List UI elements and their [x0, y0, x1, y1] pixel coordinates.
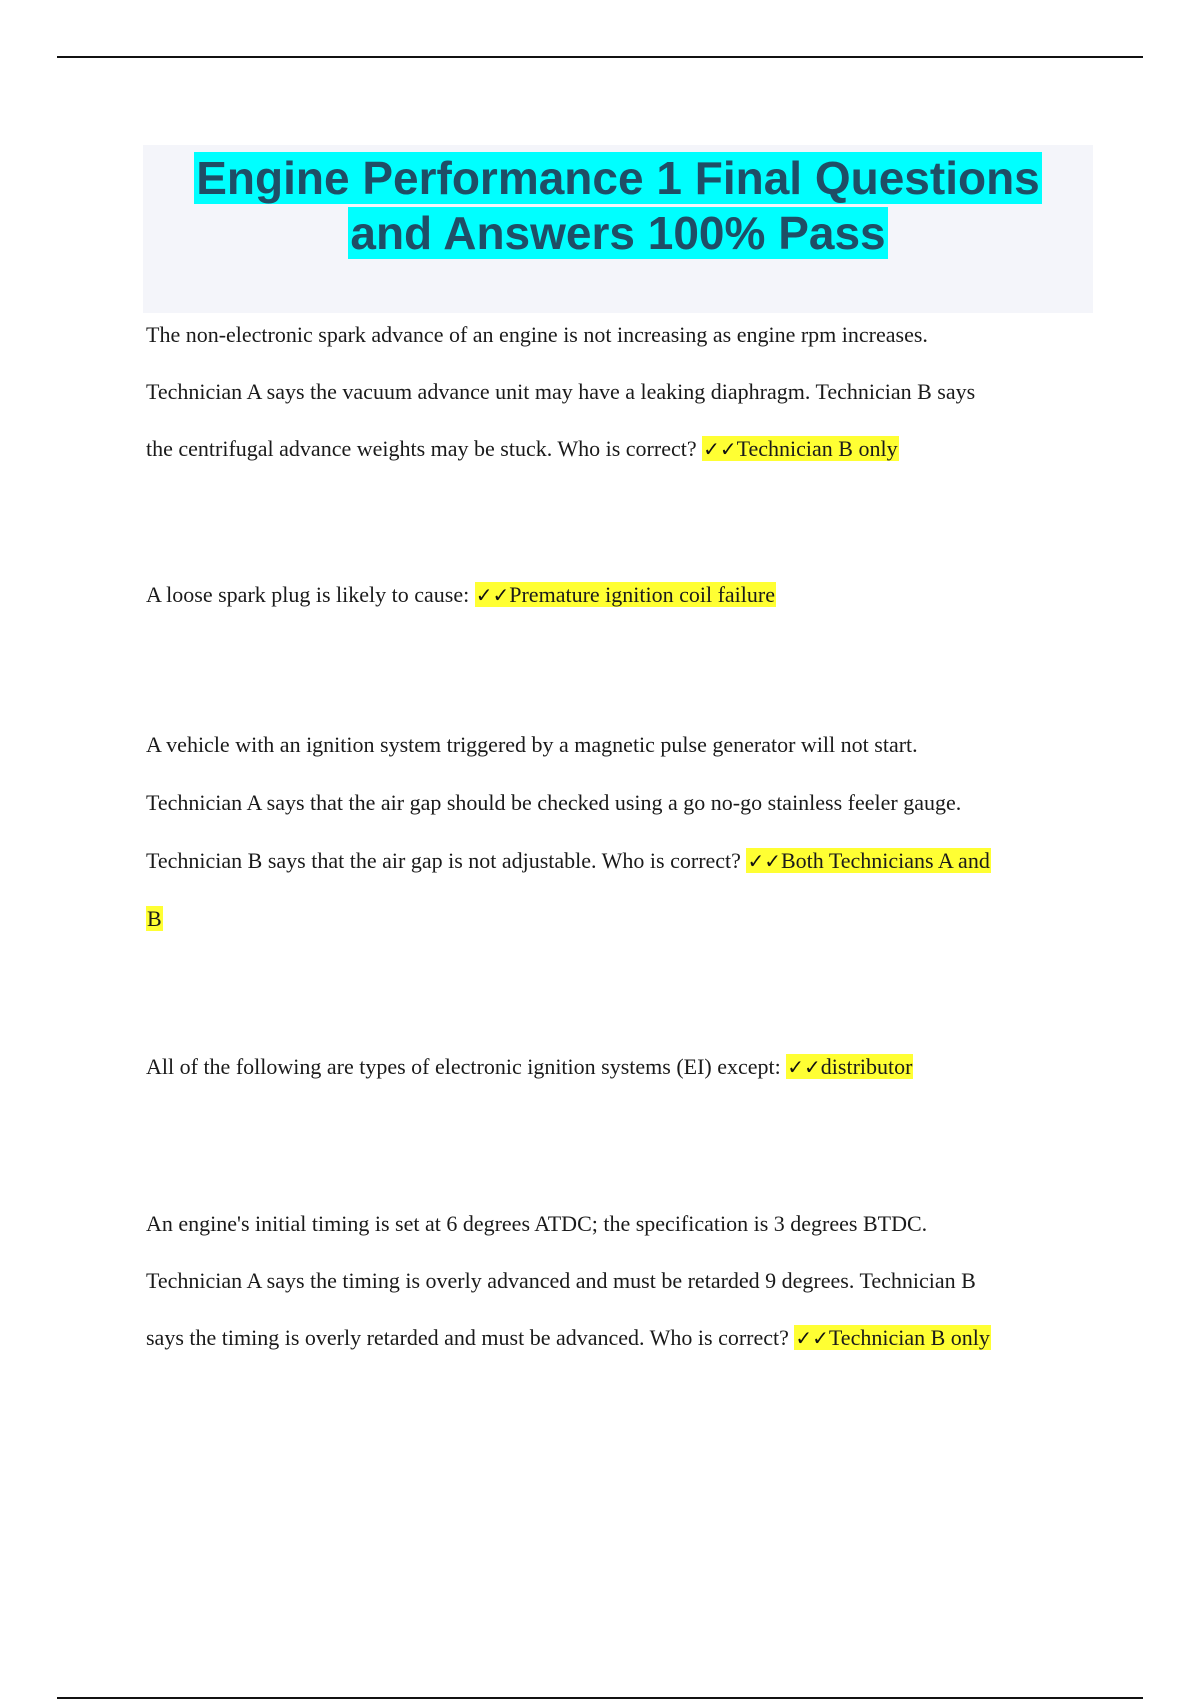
answer-1-highlight — [702, 436, 899, 461]
question-2 — [146, 573, 1106, 617]
answer-3-continued: B — [147, 906, 162, 931]
question-3-line-3-wrap — [146, 832, 1106, 890]
question-3-line-2: Technician A says that the air gap should be checked using a go no-go stainless feeler gauge. — [146, 790, 962, 815]
question-5 — [146, 1195, 1106, 1367]
double-check-icon: ✓✓ — [475, 583, 510, 607]
question-3-line-4-wrap — [146, 890, 1106, 948]
double-check-icon: ✓✓ — [703, 437, 737, 461]
question-5-line-2: Technician A says the timing is overly advanced and must be retarded 9 degrees. Technician B — [146, 1268, 976, 1293]
question-1-line-3: the centrifugal advance weights may be stuck. Who is correct? — [146, 436, 703, 461]
bottom-rule — [57, 1697, 1143, 1699]
answer-2-highlight — [475, 582, 776, 607]
question-2-line-1: A loose spark plug is likely to cause: — [146, 582, 475, 607]
question-4 — [146, 1045, 1106, 1089]
question-3-line-1: A vehicle with an ignition system triggered by a magnetic pulse generator will not start. — [146, 732, 918, 757]
question-1-line-3-wrap — [146, 420, 1106, 478]
question-3 — [146, 716, 1106, 948]
answer-2: Premature ignition coil failure — [509, 582, 776, 607]
question-4-line-1-wrap — [146, 1045, 1106, 1089]
top-rule — [57, 56, 1143, 58]
double-check-icon: ✓✓ — [747, 849, 781, 873]
answer-3: Both Technicians A and — [780, 848, 990, 873]
double-check-icon: ✓✓ — [795, 1326, 829, 1350]
answer-4-highlight — [786, 1054, 913, 1079]
answer-5-highlight — [794, 1325, 991, 1350]
answer-5: Technician B only — [828, 1325, 990, 1350]
answer-1: Technician B only — [736, 436, 898, 461]
question-1 — [146, 306, 1106, 478]
document-title — [143, 151, 1093, 261]
question-3-line-3: Technician B says that the air gap is not adjustable. Who is correct? — [146, 848, 747, 873]
question-4-line-1: All of the following are types of electronic ignition systems (EI) except: — [146, 1054, 787, 1079]
title-line-1: Engine Performance 1 Final Questions — [196, 152, 1040, 204]
question-1-line-1: The non-electronic spark advance of an engine is not increasing as engine rpm increases. — [146, 322, 928, 347]
answer-3-highlight — [746, 848, 990, 873]
question-5-line-3-wrap — [146, 1309, 1106, 1367]
question-5-line-3: says the timing is overly retarded and must be advanced. Who is correct? — [146, 1325, 795, 1350]
title-banner — [143, 145, 1093, 313]
question-5-line-1: An engine's initial timing is set at 6 degrees ATDC; the specification is 3 degrees BTDC. — [146, 1211, 928, 1236]
double-check-icon: ✓✓ — [787, 1055, 821, 1079]
title-line-2: and Answers 100% Pass — [350, 207, 886, 259]
question-1-line-2: Technician A says the vacuum advance unit may have a leaking diaphragm. Technician B says — [146, 379, 976, 404]
answer-4: distributor — [820, 1054, 913, 1079]
question-2-line-1-wrap — [146, 573, 1106, 617]
